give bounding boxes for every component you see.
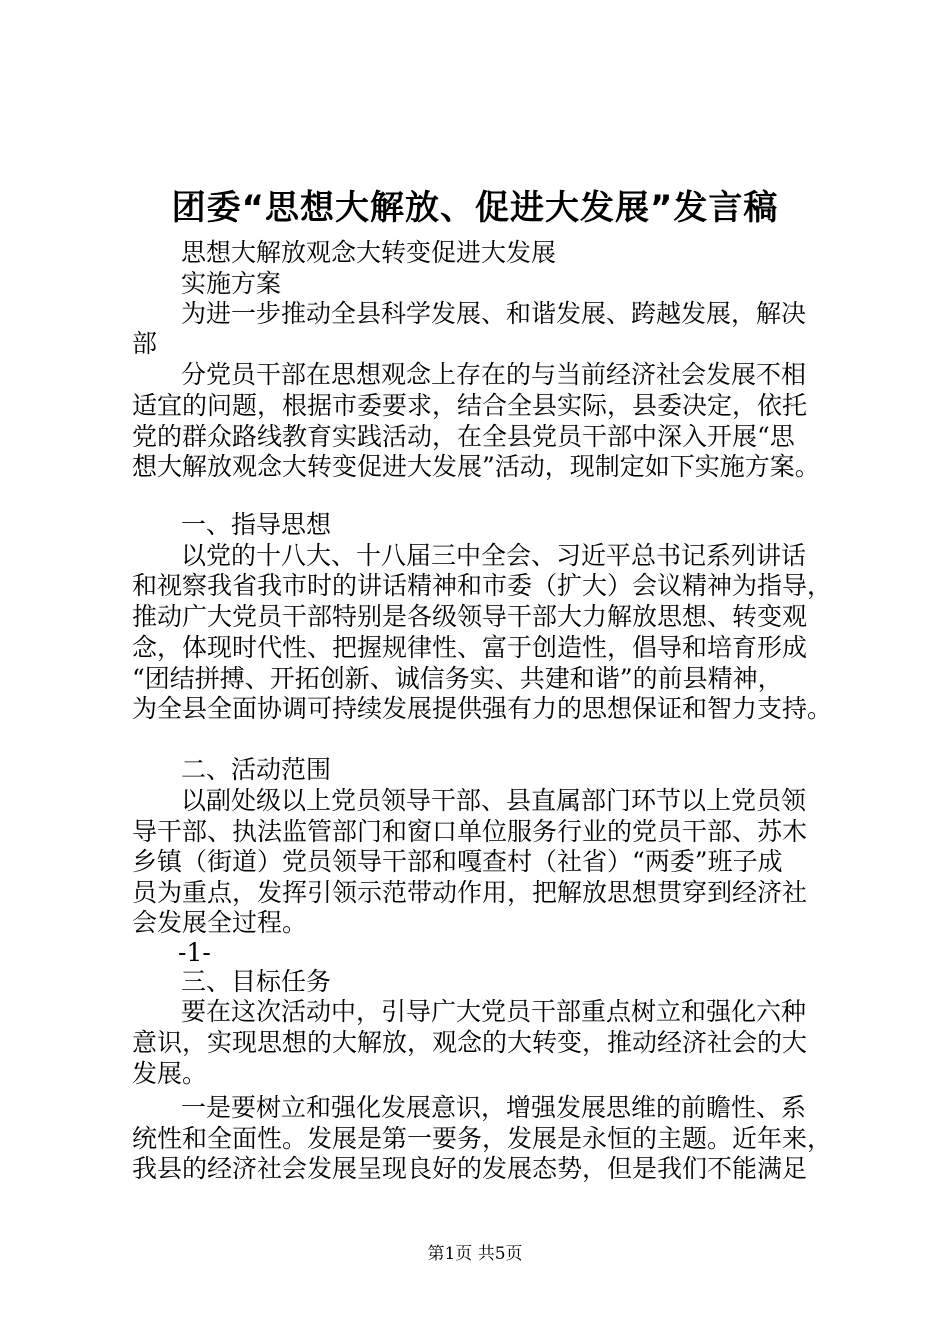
text-line: 推动广大党员干部特别是各级领导干部大力解放思想、转变观	[132, 602, 808, 631]
text-line: 一是要树立和强化发展意识，增强发展思维的前瞻性、系	[181, 1093, 807, 1122]
text-line: 发展。	[132, 1059, 208, 1088]
text-line: “团结拼搏、开拓创新、诚信务实、共建和谐”的前县精神，	[132, 664, 783, 693]
text-line: 想大解放观念大转变促进大发展”活动，现制定如下实施方案。	[132, 452, 820, 481]
text-line: 乡镇（街道）党员领导干部和嘎查村（社省）“两委”班子成	[132, 847, 783, 876]
text-line: 会发展全过程。	[132, 908, 308, 937]
text-line: 统性和全面性。发展是第一要务，发展是永恒的主题。近年来，	[132, 1124, 833, 1153]
text-line: 和视察我省我市时的讲话精神和市委（扩大）会议精神为指导，	[132, 571, 833, 600]
text-line: 导干部、执法监管部门和窗口单位服务行业的党员干部、苏木	[132, 817, 808, 846]
text-line: 要在这次活动中，引导广大党员干部重点树立和强化六种	[181, 997, 807, 1026]
section-heading: 三、目标任务	[181, 967, 332, 996]
text-line: 员为重点，发挥引领示范带动作用，把解放思想贯穿到经济社	[132, 878, 808, 907]
page-footer: 第1页 共5页	[427, 1244, 523, 1264]
text-line: 以副处级以上党员领导干部、县直属部门环节以上党员领	[181, 786, 807, 815]
text-line: 意识，实现思想的大解放，观念的大转变，推动经济社会的大	[132, 1028, 808, 1057]
text-line: 我县的经济社会发展呈现良好的发展态势，但是我们不能满足	[132, 1154, 808, 1183]
text-line: 党的群众路线教育实践活动，在全县党员干部中深入开展“思	[132, 422, 795, 451]
text-line: 适宜的问题，根据市委要求，结合全县实际，县委决定，依托	[132, 391, 808, 420]
page-marker: -1-	[178, 938, 211, 967]
document-title: 团委“思想大解放、促进大发展”发言稿	[171, 188, 779, 228]
text-line: 为全县全面协调可持续发展提供强有力的思想保证和智力支持。	[132, 694, 833, 723]
text-line: 实施方案	[181, 269, 282, 298]
text-line: 念，体现时代性、把握规律性、富于创造性，倡导和培育形成	[132, 633, 808, 662]
text-line: 思想大解放观念大转变促进大发展	[181, 238, 557, 267]
section-heading: 二、活动范围	[181, 755, 332, 784]
text-line: 为进一步推动全县科学发展、和谐发展、跨越发展，解决	[181, 299, 807, 328]
text-line: 分党员干部在思想观念上存在的与当前经济社会发展不相	[181, 360, 807, 389]
text-line: 部	[132, 329, 158, 358]
text-line: 以党的十八大、十八届三中全会、习近平总书记系列讲话	[181, 541, 807, 570]
section-heading: 一、指导思想	[181, 510, 332, 539]
